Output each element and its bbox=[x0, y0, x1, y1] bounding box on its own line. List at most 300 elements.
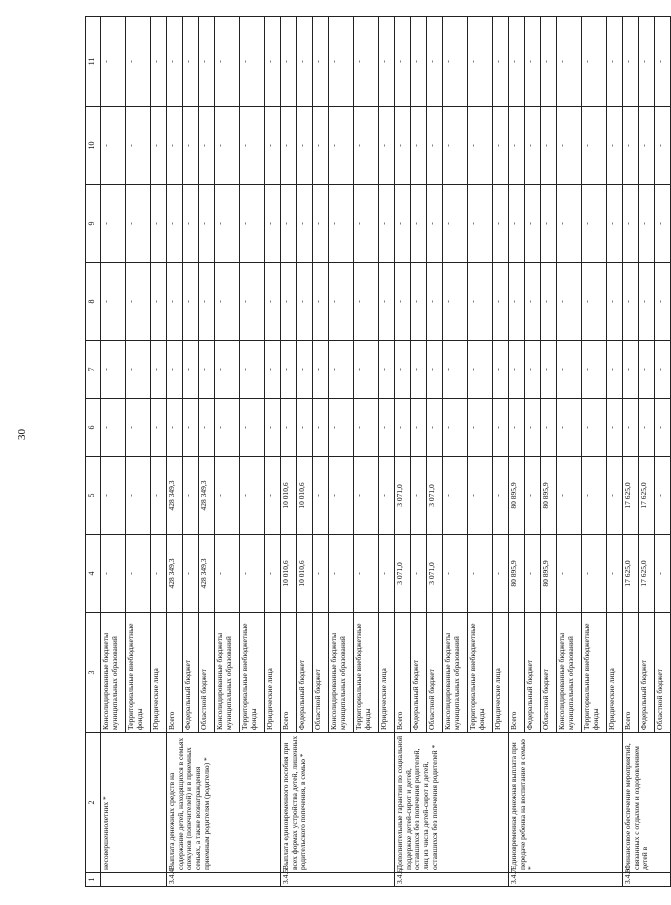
value-cell: - bbox=[443, 341, 468, 399]
value-cell: - bbox=[199, 263, 215, 341]
value-cell: - bbox=[183, 535, 199, 613]
value-cell: - bbox=[199, 341, 215, 399]
value-cell: - bbox=[379, 263, 395, 341]
value-cell: - bbox=[354, 17, 379, 107]
value-cell: - bbox=[509, 185, 525, 263]
table-row bbox=[395, 17, 411, 887]
value-cell: - bbox=[582, 263, 607, 341]
value-cell: - bbox=[265, 185, 281, 263]
value-cell: - bbox=[395, 107, 411, 185]
value-cell: - bbox=[411, 535, 427, 613]
value-cell: - bbox=[329, 399, 354, 457]
value-cell: - bbox=[607, 107, 623, 185]
value-cell: - bbox=[557, 457, 582, 535]
value-cell: - bbox=[411, 399, 427, 457]
value-cell: - bbox=[541, 399, 557, 457]
value-cell: - bbox=[265, 341, 281, 399]
value-cell: - bbox=[525, 107, 541, 185]
value-cell: - bbox=[297, 107, 313, 185]
value-cell: - bbox=[582, 17, 607, 107]
value-cell: - bbox=[167, 17, 183, 107]
value-cell: 10 010,6 bbox=[297, 457, 313, 535]
value-cell: - bbox=[607, 17, 623, 107]
value-cell: - bbox=[183, 17, 199, 107]
value-cell: - bbox=[126, 535, 151, 613]
header-cell: 5 bbox=[86, 457, 101, 535]
funding-source: Всего bbox=[281, 613, 297, 733]
value-cell: - bbox=[582, 185, 607, 263]
value-cell: - bbox=[199, 17, 215, 107]
budget-table-sheet bbox=[85, 17, 664, 887]
value-cell: - bbox=[354, 107, 379, 185]
value-cell: - bbox=[509, 263, 525, 341]
value-cell: - bbox=[297, 185, 313, 263]
value-cell: 428 349,3 bbox=[199, 535, 215, 613]
item-name: Дополнительные гарантии по социальной поддержке детей-сирот и детей, оставшихся без попечения родителей, лиц из числа детей-сирот и детей, оставшихся без попечения родителей * bbox=[395, 733, 509, 873]
value-cell: - bbox=[582, 341, 607, 399]
value-cell: 17 625,0 bbox=[639, 535, 655, 613]
value-cell: - bbox=[265, 263, 281, 341]
value-cell: - bbox=[240, 535, 265, 613]
value-cell: - bbox=[215, 263, 240, 341]
value-cell: - bbox=[411, 457, 427, 535]
funding-source: Территориальные внебюджетные фонды bbox=[126, 613, 151, 733]
value-cell: - bbox=[655, 535, 671, 613]
value-cell: - bbox=[167, 263, 183, 341]
value-cell: - bbox=[443, 535, 468, 613]
value-cell: - bbox=[395, 17, 411, 107]
value-cell: - bbox=[215, 399, 240, 457]
value-cell: - bbox=[541, 107, 557, 185]
value-cell: - bbox=[167, 185, 183, 263]
value-cell: - bbox=[151, 107, 167, 185]
value-cell: - bbox=[101, 535, 126, 613]
value-cell: - bbox=[509, 341, 525, 399]
value-cell: - bbox=[623, 341, 639, 399]
table-row bbox=[509, 17, 525, 887]
funding-source: Федеральный бюджет bbox=[525, 613, 541, 733]
value-cell: - bbox=[427, 185, 443, 263]
value-cell: - bbox=[443, 107, 468, 185]
funding-source: Территориальные внебюджетные фонды bbox=[354, 613, 379, 733]
value-cell: - bbox=[623, 185, 639, 263]
value-cell: - bbox=[509, 107, 525, 185]
value-cell: 428 349,3 bbox=[199, 457, 215, 535]
value-cell: - bbox=[525, 185, 541, 263]
value-cell: - bbox=[427, 263, 443, 341]
value-cell: - bbox=[151, 341, 167, 399]
funding-source: Областной бюджет bbox=[541, 613, 557, 733]
value-cell: - bbox=[607, 263, 623, 341]
value-cell: - bbox=[468, 535, 493, 613]
value-cell: - bbox=[655, 341, 671, 399]
value-cell: - bbox=[623, 263, 639, 341]
value-cell: - bbox=[427, 17, 443, 107]
value-cell: - bbox=[329, 263, 354, 341]
item-number: 3.4.7 bbox=[509, 873, 623, 887]
value-cell: - bbox=[313, 399, 329, 457]
value-cell: - bbox=[427, 341, 443, 399]
item-name: Выплата единовременного пособия при всех формах устройства детей, лишенных родительского попечения, в семью * bbox=[281, 733, 395, 873]
value-cell: - bbox=[509, 399, 525, 457]
funding-source: Всего bbox=[509, 613, 525, 733]
value-cell: - bbox=[541, 185, 557, 263]
value-cell: 10 010,6 bbox=[281, 457, 297, 535]
value-cell: - bbox=[183, 341, 199, 399]
value-cell: - bbox=[126, 107, 151, 185]
funding-source: Всего bbox=[167, 613, 183, 733]
value-cell: - bbox=[313, 341, 329, 399]
value-cell: - bbox=[101, 107, 126, 185]
funding-source: Областной бюджет bbox=[199, 613, 215, 733]
header-cell: 4 bbox=[86, 535, 101, 613]
funding-source: Юридические лица bbox=[151, 613, 167, 733]
value-cell: - bbox=[101, 341, 126, 399]
value-cell: - bbox=[411, 185, 427, 263]
value-cell: 17 625,0 bbox=[623, 457, 639, 535]
value-cell: - bbox=[313, 107, 329, 185]
value-cell: - bbox=[411, 17, 427, 107]
value-cell: - bbox=[354, 399, 379, 457]
header-cell: 1 bbox=[86, 873, 101, 887]
value-cell: - bbox=[427, 107, 443, 185]
value-cell: - bbox=[395, 341, 411, 399]
funding-source: Территориальные внебюджетные фонды bbox=[468, 613, 493, 733]
value-cell: - bbox=[151, 457, 167, 535]
value-cell: - bbox=[468, 457, 493, 535]
value-cell: - bbox=[101, 457, 126, 535]
value-cell: 17 625,0 bbox=[639, 457, 655, 535]
value-cell: - bbox=[313, 457, 329, 535]
value-cell: - bbox=[525, 263, 541, 341]
value-cell: - bbox=[411, 341, 427, 399]
value-cell: - bbox=[443, 17, 468, 107]
value-cell: - bbox=[379, 341, 395, 399]
value-cell: - bbox=[525, 399, 541, 457]
value-cell: - bbox=[183, 457, 199, 535]
header-cell: 2 bbox=[86, 733, 101, 873]
funding-source: Юридические лица bbox=[607, 613, 623, 733]
funding-source: Федеральный бюджет bbox=[183, 613, 199, 733]
value-cell: 3 071,0 bbox=[427, 457, 443, 535]
value-cell: - bbox=[313, 17, 329, 107]
value-cell: - bbox=[151, 263, 167, 341]
value-cell: - bbox=[655, 107, 671, 185]
value-cell: - bbox=[199, 399, 215, 457]
value-cell: - bbox=[313, 535, 329, 613]
value-cell: - bbox=[126, 399, 151, 457]
value-cell: - bbox=[183, 185, 199, 263]
value-cell: - bbox=[240, 107, 265, 185]
value-cell: - bbox=[297, 263, 313, 341]
value-cell: - bbox=[468, 185, 493, 263]
value-cell: - bbox=[493, 535, 509, 613]
value-cell: - bbox=[525, 457, 541, 535]
funding-source: Федеральный бюджет bbox=[411, 613, 427, 733]
funding-source: Консолидированные бюджеты муниципальных образований bbox=[101, 613, 126, 733]
value-cell: - bbox=[126, 457, 151, 535]
value-cell: - bbox=[468, 341, 493, 399]
value-cell: 80 895,9 bbox=[541, 535, 557, 613]
value-cell: - bbox=[493, 263, 509, 341]
value-cell: - bbox=[557, 535, 582, 613]
value-cell: - bbox=[493, 17, 509, 107]
value-cell: - bbox=[395, 263, 411, 341]
value-cell: - bbox=[493, 341, 509, 399]
value-cell: - bbox=[395, 399, 411, 457]
value-cell: - bbox=[582, 457, 607, 535]
value-cell: - bbox=[582, 535, 607, 613]
value-cell: - bbox=[240, 17, 265, 107]
item-name: Единовременная денежная выплата при передаче ребенка на воспитание в семью * bbox=[509, 733, 623, 873]
value-cell: - bbox=[509, 17, 525, 107]
value-cell: - bbox=[411, 263, 427, 341]
funding-source: Территориальные внебюджетные фонды bbox=[582, 613, 607, 733]
value-cell: - bbox=[240, 263, 265, 341]
funding-source: Юридические лица bbox=[379, 613, 395, 733]
header-cell: 9 bbox=[86, 185, 101, 263]
value-cell: 80 895,9 bbox=[541, 457, 557, 535]
value-cell: - bbox=[183, 399, 199, 457]
value-cell: - bbox=[379, 107, 395, 185]
value-cell: - bbox=[557, 399, 582, 457]
value-cell: - bbox=[623, 17, 639, 107]
funding-source: Федеральный бюджет bbox=[639, 613, 655, 733]
value-cell: 428 349,3 bbox=[167, 457, 183, 535]
value-cell: - bbox=[199, 107, 215, 185]
value-cell: - bbox=[639, 107, 655, 185]
header-row bbox=[86, 17, 101, 887]
value-cell: 10 010,6 bbox=[281, 535, 297, 613]
item-number: 3.4.6 bbox=[395, 873, 509, 887]
item-name: Выплата денежных средств на содержание детей, находящихся в семьях опекунов (попечителей) и в приемных семьях, а также вознаграждения приемным родителям (родителю) * bbox=[167, 733, 281, 873]
value-cell: - bbox=[126, 263, 151, 341]
value-cell: - bbox=[265, 107, 281, 185]
value-cell: - bbox=[655, 263, 671, 341]
funding-source: Всего bbox=[395, 613, 411, 733]
funding-source: Юридические лица bbox=[265, 613, 281, 733]
value-cell: - bbox=[354, 457, 379, 535]
value-cell: - bbox=[329, 535, 354, 613]
value-cell: - bbox=[379, 17, 395, 107]
value-cell: - bbox=[265, 399, 281, 457]
table-row bbox=[101, 17, 126, 887]
item-number: 3.4.4 bbox=[167, 873, 281, 887]
funding-source: Консолидированные бюджеты муниципальных образований bbox=[329, 613, 354, 733]
value-cell: - bbox=[541, 341, 557, 399]
value-cell: - bbox=[329, 341, 354, 399]
table-row bbox=[167, 17, 183, 887]
value-cell: - bbox=[379, 185, 395, 263]
value-cell: - bbox=[101, 17, 126, 107]
value-cell: - bbox=[557, 17, 582, 107]
value-cell: - bbox=[240, 341, 265, 399]
header-cell: 6 bbox=[86, 399, 101, 457]
value-cell: - bbox=[151, 185, 167, 263]
value-cell: - bbox=[297, 341, 313, 399]
value-cell: - bbox=[329, 457, 354, 535]
value-cell: - bbox=[297, 17, 313, 107]
budget-table bbox=[85, 16, 671, 887]
value-cell: - bbox=[557, 107, 582, 185]
value-cell: - bbox=[443, 457, 468, 535]
value-cell: 428 349,3 bbox=[167, 535, 183, 613]
value-cell: - bbox=[557, 185, 582, 263]
value-cell: - bbox=[582, 107, 607, 185]
funding-source: Областной бюджет bbox=[313, 613, 329, 733]
value-cell: - bbox=[607, 457, 623, 535]
value-cell: - bbox=[443, 263, 468, 341]
value-cell: - bbox=[354, 341, 379, 399]
header-cell: 7 bbox=[86, 341, 101, 399]
item-number bbox=[101, 873, 167, 887]
value-cell: - bbox=[215, 17, 240, 107]
value-cell: - bbox=[215, 535, 240, 613]
value-cell: - bbox=[215, 107, 240, 185]
value-cell: - bbox=[525, 341, 541, 399]
value-cell: - bbox=[281, 185, 297, 263]
header-cell: 3 bbox=[86, 613, 101, 733]
value-cell: - bbox=[541, 17, 557, 107]
value-cell: - bbox=[354, 535, 379, 613]
value-cell: - bbox=[639, 185, 655, 263]
funding-source: Областной бюджет bbox=[655, 613, 671, 733]
value-cell: - bbox=[215, 341, 240, 399]
value-cell: - bbox=[167, 399, 183, 457]
value-cell: 3 071,0 bbox=[395, 457, 411, 535]
value-cell: - bbox=[655, 399, 671, 457]
value-cell: - bbox=[167, 107, 183, 185]
value-cell: - bbox=[354, 185, 379, 263]
value-cell: - bbox=[411, 107, 427, 185]
value-cell: 80 895,9 bbox=[509, 457, 525, 535]
value-cell: - bbox=[443, 399, 468, 457]
value-cell: - bbox=[126, 17, 151, 107]
value-cell: - bbox=[199, 185, 215, 263]
table-row bbox=[623, 17, 639, 887]
value-cell: - bbox=[525, 17, 541, 107]
value-cell: - bbox=[313, 185, 329, 263]
value-cell: - bbox=[468, 263, 493, 341]
item-name: Финансовое обеспечение мероприятий, связанных с отдыхом и оздоровлением детей в bbox=[623, 733, 671, 873]
value-cell: - bbox=[101, 263, 126, 341]
value-cell: - bbox=[167, 341, 183, 399]
funding-source: Федеральный бюджет bbox=[297, 613, 313, 733]
value-cell: - bbox=[493, 185, 509, 263]
value-cell: - bbox=[655, 457, 671, 535]
value-cell: - bbox=[265, 17, 281, 107]
value-cell: - bbox=[313, 263, 329, 341]
value-cell: - bbox=[525, 535, 541, 613]
value-cell: - bbox=[639, 341, 655, 399]
value-cell: - bbox=[607, 535, 623, 613]
value-cell: - bbox=[297, 399, 313, 457]
funding-source: Областной бюджет bbox=[427, 613, 443, 733]
value-cell: 3 071,0 bbox=[395, 535, 411, 613]
value-cell: - bbox=[101, 399, 126, 457]
table-row bbox=[281, 17, 297, 887]
value-cell: - bbox=[427, 399, 443, 457]
value-cell: - bbox=[607, 341, 623, 399]
value-cell: - bbox=[151, 399, 167, 457]
value-cell: - bbox=[126, 341, 151, 399]
value-cell: - bbox=[240, 457, 265, 535]
value-cell: - bbox=[623, 107, 639, 185]
funding-source: Консолидированные бюджеты муниципальных образований bbox=[443, 613, 468, 733]
value-cell: - bbox=[329, 17, 354, 107]
value-cell: - bbox=[151, 535, 167, 613]
value-cell: - bbox=[240, 185, 265, 263]
funding-source: Юридические лица bbox=[493, 613, 509, 733]
value-cell: 3 071,0 bbox=[427, 535, 443, 613]
value-cell: - bbox=[493, 457, 509, 535]
value-cell: - bbox=[493, 399, 509, 457]
value-cell: - bbox=[468, 399, 493, 457]
value-cell: - bbox=[281, 399, 297, 457]
page-number: 30 bbox=[16, 429, 28, 440]
value-cell: - bbox=[607, 185, 623, 263]
value-cell: 80 895,9 bbox=[509, 535, 525, 613]
value-cell: - bbox=[183, 107, 199, 185]
funding-source: Консолидированные бюджеты муниципальных образований bbox=[557, 613, 582, 733]
value-cell: - bbox=[623, 399, 639, 457]
funding-source: Территориальные внебюджетные фонды bbox=[240, 613, 265, 733]
value-cell: - bbox=[281, 107, 297, 185]
item-number: 3.4.5 bbox=[281, 873, 395, 887]
value-cell: - bbox=[281, 341, 297, 399]
value-cell: - bbox=[329, 185, 354, 263]
value-cell: - bbox=[639, 17, 655, 107]
funding-source: Всего bbox=[623, 613, 639, 733]
value-cell: - bbox=[151, 17, 167, 107]
value-cell: - bbox=[639, 399, 655, 457]
item-name: несовершеннолетних * bbox=[101, 733, 167, 873]
value-cell: - bbox=[101, 185, 126, 263]
value-cell: - bbox=[183, 263, 199, 341]
value-cell: - bbox=[468, 17, 493, 107]
value-cell: 17 625,0 bbox=[623, 535, 639, 613]
value-cell: - bbox=[215, 185, 240, 263]
value-cell: - bbox=[354, 263, 379, 341]
value-cell: - bbox=[493, 107, 509, 185]
value-cell: - bbox=[265, 535, 281, 613]
value-cell: - bbox=[582, 399, 607, 457]
value-cell: - bbox=[541, 263, 557, 341]
value-cell: - bbox=[557, 263, 582, 341]
value-cell: - bbox=[655, 17, 671, 107]
header-cell: 10 bbox=[86, 107, 101, 185]
value-cell: - bbox=[655, 185, 671, 263]
value-cell: - bbox=[379, 457, 395, 535]
item-number: 3.4.8 bbox=[623, 873, 671, 887]
value-cell: - bbox=[607, 399, 623, 457]
value-cell: - bbox=[639, 263, 655, 341]
value-cell: 10 010,6 bbox=[297, 535, 313, 613]
value-cell: - bbox=[281, 263, 297, 341]
value-cell: - bbox=[265, 457, 281, 535]
value-cell: - bbox=[395, 185, 411, 263]
value-cell: - bbox=[557, 341, 582, 399]
value-cell: - bbox=[379, 535, 395, 613]
value-cell: - bbox=[240, 399, 265, 457]
value-cell: - bbox=[215, 457, 240, 535]
header-cell: 11 bbox=[86, 17, 101, 107]
table-body bbox=[101, 17, 671, 887]
funding-source: Консолидированные бюджеты муниципальных образований bbox=[215, 613, 240, 733]
header-cell: 8 bbox=[86, 263, 101, 341]
value-cell: - bbox=[379, 399, 395, 457]
value-cell: - bbox=[281, 17, 297, 107]
